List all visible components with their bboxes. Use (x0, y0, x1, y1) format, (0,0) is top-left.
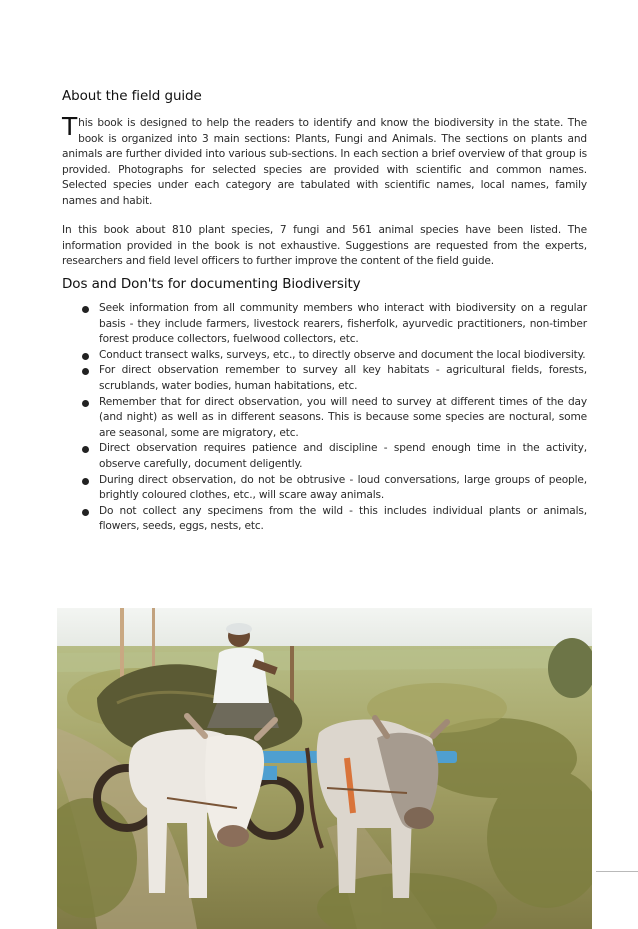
section-heading-dos-donts: Dos and Don'ts for documenting Biodiversity (62, 276, 361, 292)
list-item: Conduct transect walks, surveys, etc., to directly observe and document the local biodiversity. (82, 348, 587, 364)
intro-paragraph-text: his book is designed to help the readers to identify and know the biodiversity in the state. The book is organized into 3 main sections: Plants, Fungi and Animals. The sections on plants and animals are further divided into various sub-sections. In each section a brief overview of that group is provided. Photographs for selected species are provided with scientific and common names. Selected species under each category are tabulated with scientific names, local names, family names and habit. (62, 117, 587, 207)
bullet-icon (82, 446, 89, 453)
intro-paragraph (62, 112, 587, 210)
bullet-icon (82, 478, 89, 485)
list-item: Seek information from all community members who interact with biodiversity on a regular basis - they include farmers, livestock rearers, fisherfolk, ayurvedic practitioners, non-timber forest produce collectors, fuelwood collectors, etc. (82, 301, 587, 348)
dos-donts-list (82, 301, 587, 535)
bullet-icon (82, 353, 89, 360)
species-count-paragraph: In this book about 810 plant species, 7 fungi and 561 animal species have been listed. The information provided in the book is not exhaustive. Suggestions are requested from the experts, researchers and field level officers to further improve the content of the field guide. (62, 224, 587, 268)
bullet-icon (82, 306, 89, 313)
list-item: During direct observation, do not be obtrusive - loud conversations, large groups of people, brightly coloured clothes, etc., will scare away animals. (82, 473, 587, 504)
list-item: Remember that for direct observation, you will need to survey at different times of the day (and night) as well as in different seasons. This is because some species are noctural, some are seasonal, some are migratory, etc. (82, 395, 587, 442)
list-item: Direct observation requires patience and discipline - spend enough time in the activity, observe carefully, document deligently. (82, 441, 587, 472)
bullock-cart-photo (57, 608, 592, 929)
bullet-icon (82, 368, 89, 375)
bullet-icon (82, 509, 89, 516)
margin-rule (596, 871, 638, 872)
section-heading-about: About the field guide (62, 88, 202, 104)
drop-cap: T (62, 112, 78, 141)
list-item: Do not collect any specimens from the wild - this includes individual plants or animals, flowers, seeds, eggs, nests, etc. (82, 504, 587, 535)
list-item: For direct observation remember to survey all key habitats - agricultural fields, forests, scrublands, water bodies, human habitations, etc. (82, 363, 587, 394)
bullet-icon (82, 400, 89, 407)
